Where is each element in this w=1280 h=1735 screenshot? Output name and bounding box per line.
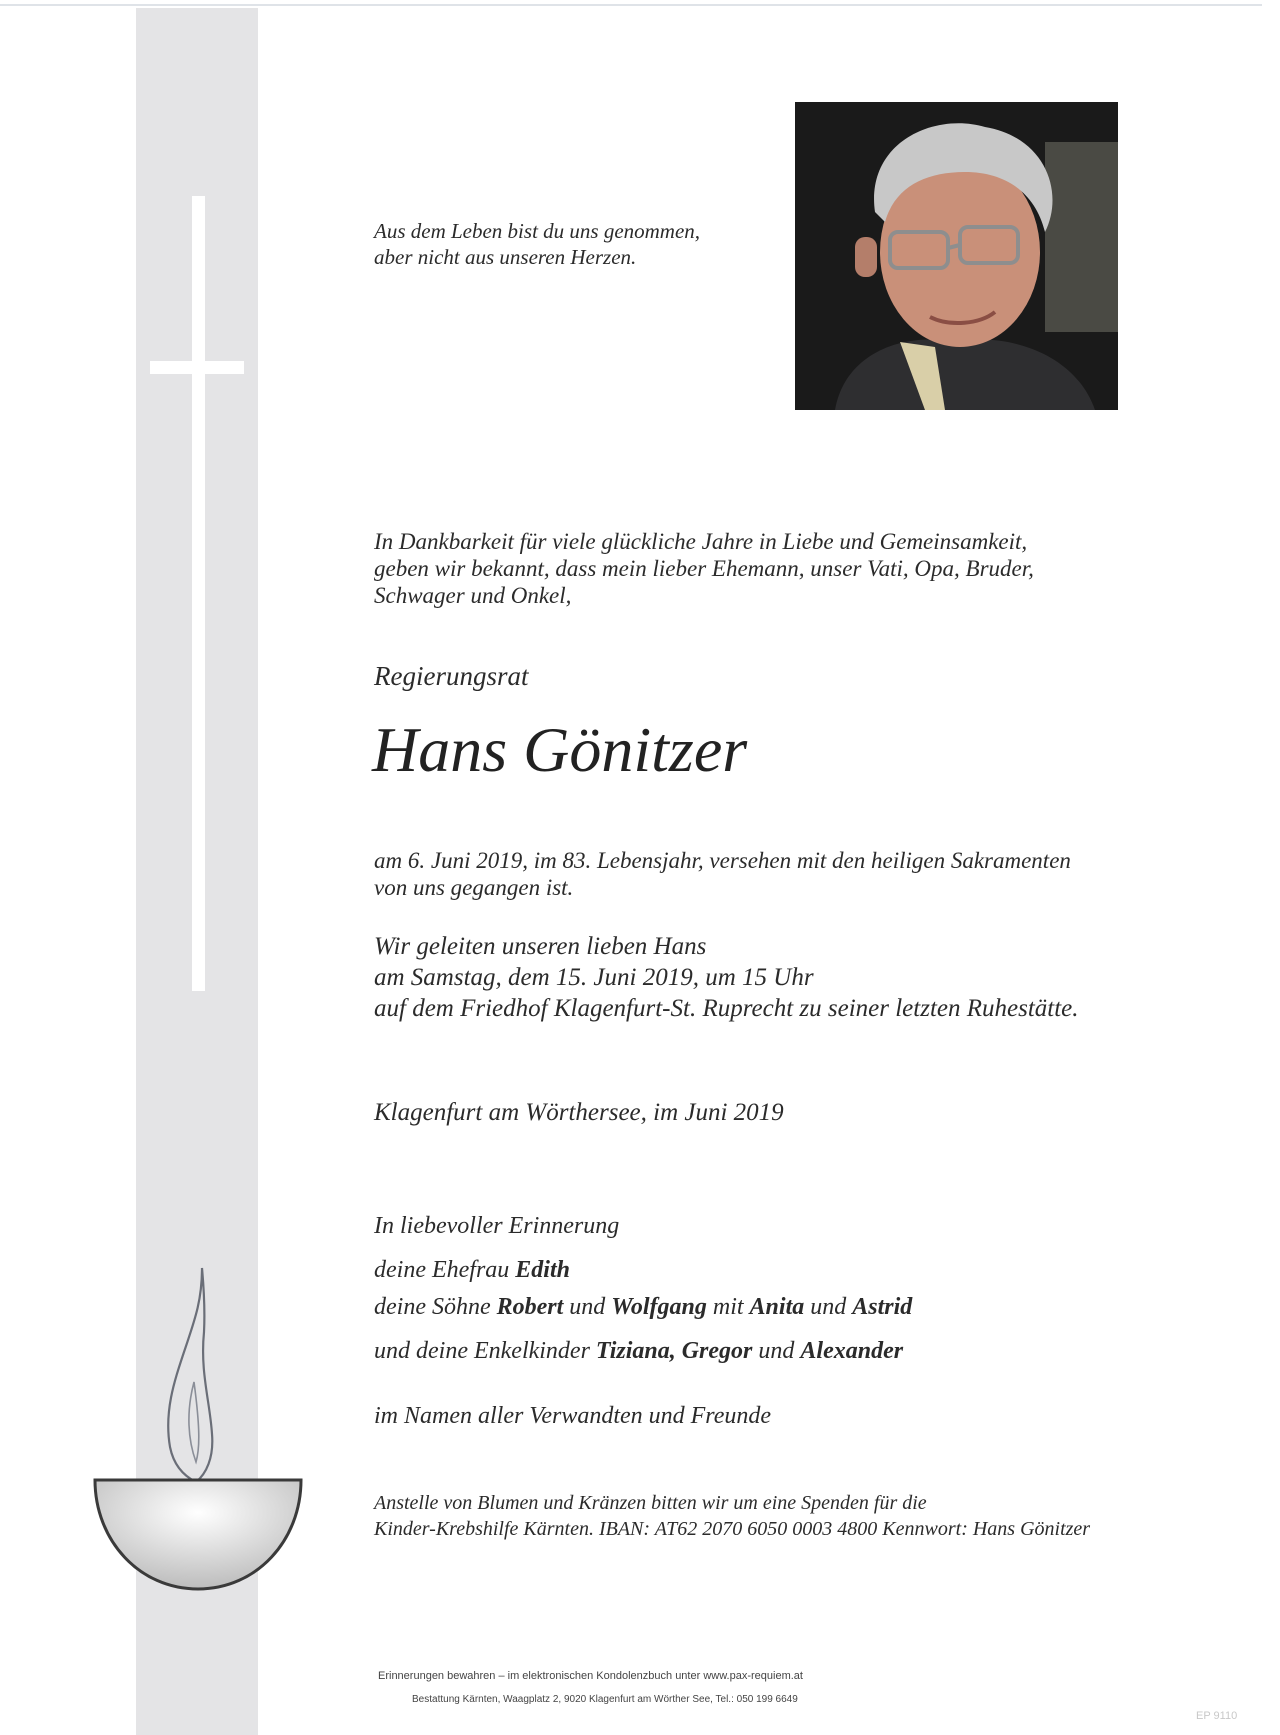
wife-name: Edith xyxy=(515,1257,570,1283)
conjunction: und xyxy=(810,1294,847,1320)
footer-funeral-home: Bestattung Kärnten, Waagplatz 2, 9020 Klagenfurt am Wörther See, Tel.: 050 199 6649 xyxy=(412,1694,798,1705)
funeral-line: am Samstag, dem 15. Juni 2019, um 15 Uhr xyxy=(374,964,814,991)
deceased-name: Hans Gönitzer xyxy=(372,714,748,785)
family-grandchildren-line xyxy=(374,1338,903,1365)
death-line: von uns gegangen ist. xyxy=(374,875,574,900)
intro-line: In Dankbarkeit für viele glückliche Jahre in Liebe und Gemeinsamkeit, xyxy=(374,529,1028,554)
portrait-photo xyxy=(795,102,1118,410)
top-border-line xyxy=(0,4,1262,6)
donation-note xyxy=(374,1490,1090,1542)
intro-line: geben wir bekannt, dass mein lieber Ehemann, unser Vati, Opa, Bruder, xyxy=(374,556,1034,581)
funeral-line: auf dem Friedhof Klagenfurt-St. Ruprecht zu seiner letzten Ruhestätte. xyxy=(374,995,1079,1022)
family-sons-line xyxy=(374,1294,912,1321)
quote-line: aber nicht aus unseren Herzen. xyxy=(374,245,637,269)
partner-name: Anita xyxy=(749,1294,805,1320)
donation-line: Anstelle von Blumen und Kränzen bitten wir um eine Spenden für die xyxy=(374,1492,927,1514)
donation-line: Kinder-Krebshilfe Kärnten. IBAN: AT62 2070 6050 0003 4800 Kennwort: Hans Gönitzer xyxy=(374,1518,1091,1540)
death-line: am 6. Juni 2019, im 83. Lebensjahr, versehen mit den heiligen Sakramenten xyxy=(374,848,1071,873)
funeral-line: Wir geleiten unseren lieben Hans xyxy=(374,933,707,960)
rank-title: Regierungsrat xyxy=(374,661,529,691)
cross-icon xyxy=(192,196,205,991)
grandchild-name: Alexander xyxy=(800,1338,904,1364)
memory-heading: In liebevoller Erinnerung xyxy=(374,1213,620,1239)
wife-prefix: deine Ehefrau xyxy=(374,1257,510,1283)
cross-icon-bar xyxy=(150,361,244,374)
conjunction: und xyxy=(569,1294,606,1320)
son-name: Robert xyxy=(496,1294,564,1320)
conjunction: und xyxy=(758,1338,795,1364)
family-wife-line xyxy=(374,1257,570,1284)
conjunction-with: mit xyxy=(712,1294,744,1320)
footer-condolence-book: Erinnerungen bewahren – im elektronischen Kondolenzbuch unter www.pax-requiem.at xyxy=(378,1670,803,1682)
bowl-icon xyxy=(92,1475,304,1595)
grandchild-name: Gregor xyxy=(681,1338,753,1364)
template-code: EP 9110 xyxy=(1196,1710,1238,1722)
intro-paragraph xyxy=(374,528,1034,609)
son-name: Wolfgang xyxy=(611,1294,707,1320)
place-date: Klagenfurt am Wörthersee, im Juni 2019 xyxy=(374,1099,784,1126)
relatives-line: im Namen aller Verwandten und Freunde xyxy=(374,1403,772,1429)
sons-prefix: deine Söhne xyxy=(374,1294,491,1320)
grandchild-name: Tiziana, xyxy=(595,1338,676,1364)
funeral-paragraph xyxy=(374,931,1079,1024)
candle-flame-icon xyxy=(150,1262,240,1492)
quote-line: Aus dem Leben bist du uns genommen, xyxy=(374,219,701,243)
partner-name: Astrid xyxy=(852,1294,913,1320)
death-paragraph xyxy=(374,847,1071,901)
grandkids-prefix: und deine Enkelkinder xyxy=(374,1338,590,1364)
intro-line: Schwager und Onkel, xyxy=(374,583,572,608)
quote xyxy=(374,218,700,270)
